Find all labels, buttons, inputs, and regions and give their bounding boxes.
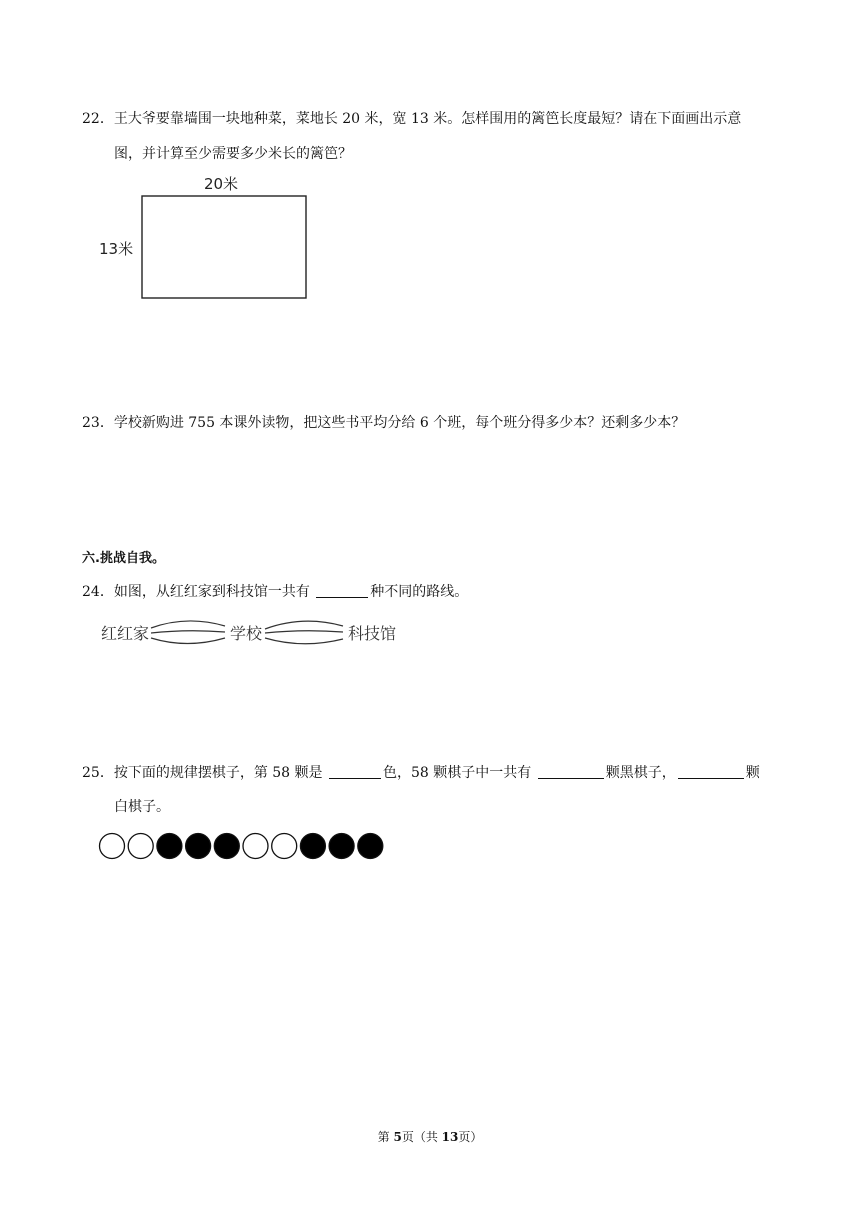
label-museum: 科技馆 [348, 624, 397, 643]
page-footer [0, 1129, 860, 1145]
q24-route-figure [95, 612, 415, 652]
route-school-museum-3 [265, 638, 343, 644]
q25-line-2: 白棋子。 [114, 799, 170, 815]
white-chess-piece [100, 834, 125, 859]
q23-text: 23．学校新购进 755 本课外读物，把这些书平均分给 6 个班，每个班分得多少本？还剩多少本？ [82, 415, 686, 431]
footer-total-pages: 13 [441, 1130, 459, 1144]
route-home-school-2 [151, 631, 225, 633]
black-chess-piece [157, 834, 182, 859]
label-school: 学校 [230, 624, 263, 643]
q25-text-c: 颗黑棋子， [605, 765, 676, 781]
q22-line-1: 22．王大爷要靠墙围一块地种菜，菜地长 20 米，宽 13 米。怎样围用的篱笆长度最短？请在下面画出示意 [82, 111, 742, 127]
q25-chess-pieces-figure [98, 830, 398, 862]
q25-text-a: 25．按下面的规律摆棋子，第 58 颗是 [82, 765, 327, 781]
q25-color-blank[interactable] [329, 764, 381, 779]
q22-rectangle-figure [95, 172, 315, 304]
section-6-title: 六.挑战自我。 [82, 551, 165, 566]
route-home-school-1 [151, 621, 225, 628]
footer-post: 页） [458, 1130, 483, 1144]
q24-answer-blank[interactable] [316, 583, 368, 598]
footer-page-number: 5 [393, 1130, 402, 1144]
white-chess-piece [272, 834, 297, 859]
route-school-museum-1 [265, 621, 343, 629]
white-chess-piece [243, 834, 268, 859]
footer-pre: 第 [377, 1130, 394, 1144]
black-chess-piece [186, 834, 211, 859]
black-chess-piece [329, 834, 354, 859]
black-chess-piece [358, 834, 383, 859]
q25-white-count-blank[interactable] [678, 764, 744, 779]
rect-length-label: 20米 [203, 175, 239, 193]
q25-text-b: 色，58 颗棋子中一共有 [382, 765, 536, 781]
route-school-museum-2 [265, 631, 343, 633]
q24-text [82, 583, 468, 601]
footer-mid: 页（共 [401, 1130, 442, 1144]
white-chess-piece [128, 834, 153, 859]
black-chess-piece [214, 834, 239, 859]
q24-prefix: 24．如图，从红红家到科技馆一共有 [82, 584, 315, 600]
q25-text-d: 颗 [745, 765, 760, 781]
label-home: 红红家 [101, 624, 150, 643]
route-home-school-3 [151, 638, 225, 644]
black-chess-piece [300, 834, 325, 859]
garden-rectangle [142, 196, 306, 298]
rect-width-label: 13米 [99, 240, 134, 258]
q25-black-count-blank[interactable] [538, 764, 604, 779]
q22-line-2: 图，并计算至少需要多少米长的篱笆？ [114, 146, 352, 162]
q24-suffix: 种不同的路线。 [370, 584, 469, 600]
q25-line-1 [82, 764, 760, 782]
